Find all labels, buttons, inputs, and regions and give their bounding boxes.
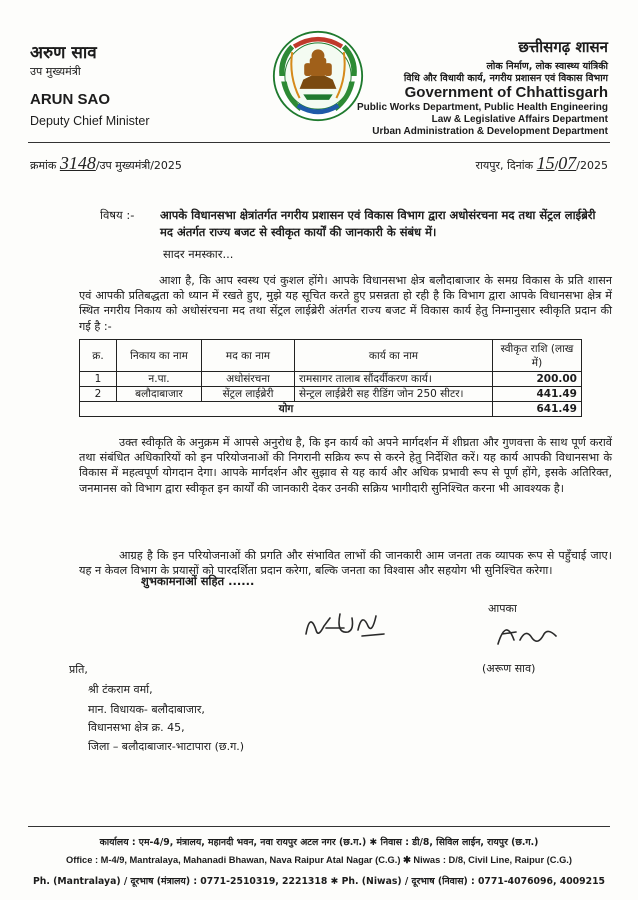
minister-post-hindi: उप मुख्यमंत्री (30, 65, 81, 78)
footer-divider (28, 826, 610, 827)
header-body-name: निकाय का नाम (117, 340, 202, 372)
header-head-name: मद का नाम (202, 340, 295, 372)
subject-text: आपके विधानसभा क्षेत्रांतर्गत नगरीय प्रशासन एवं विकास विभाग द्वारा अधोसंरचना मद तथा सेंट्रल लाईब्रेरी मद अंतर्गत राज्य बजट से स्वीकृत कार्यों की जानकारी के संबंध में। (160, 208, 596, 239)
signatory-name: (अरूण साव) (482, 662, 536, 675)
wishes-line: शुभकामनाओं सहित ...... (141, 574, 255, 588)
cell-head: अधोसंरचना (202, 372, 295, 387)
cell-amount: 200.00 (493, 372, 582, 387)
footer-address-hindi: कार्यालय : एम-4/9, मंत्रालय, महानदी भवन, नवा रायपुर अटल नगर (छ.ग.) ✱ निवास : डी/8, सिविल लाईन, रायपुर (छ.ग.) (99, 837, 539, 848)
departments-english-line-1: Public Works Department, Public Health Engineering (357, 102, 608, 113)
date-place-label: रायपुर, दिनांक (475, 159, 534, 172)
departments-hindi-line-2: विधि और विधायी कार्य, नगरीय प्रशासन एवं विकास विभाग (403, 73, 608, 84)
minister-post-english: Deputy Chief Minister (30, 114, 150, 128)
departments-hindi-line-1: लोक निर्माण, लोक स्वास्थ्य यांत्रिकी (486, 61, 608, 72)
subject-label: विषय :- (100, 208, 135, 222)
cell-work: सेन्ट्रल लाईब्रेरी सह रीडिंग जोन 250 सीटर। (295, 387, 493, 402)
salutation: सादर नमस्कार... (163, 247, 234, 261)
departments-english-line-3: Urban Administration & Development Department (372, 126, 608, 137)
minister-name-english: ARUN SAO (30, 91, 111, 108)
cell-amount: 441.49 (493, 387, 582, 402)
cell-body: न.पा. (117, 372, 202, 387)
header-divider (28, 142, 610, 143)
reference-suffix: /उप मुख्यमंत्री/2025 (95, 159, 182, 172)
recipient-line-2: मान. विधायक- बलौदाबाजार, (88, 703, 205, 716)
header-sno: क्र. (80, 340, 117, 372)
header-work-name: कार्य का नाम (295, 340, 493, 372)
handwritten-initials-signature (300, 604, 390, 648)
date-month: 07 (558, 153, 577, 173)
body-paragraph-2: उक्त स्वीकृति के अनुक्रम में आपसे अनुरोध है, कि इन कार्य को अपने मार्गदर्शन में शीघ्रता और गुणवत्ता के साथ पूर्ण करावें तथा संबंधित अधिकारियों को इन परियोजनाओं की निगरानी सक्रिय रूप से करने हेतु निर्देशित करें। यह कार्य आपकी विधानसभा के विकास में महत्वपूर्ण योगदान देगा। आपके मार्गदर्शन और सुझाव से यह कार्य और अधिक प्रभावी रूप से पूर्ण होंगे, इसके अतिरिक्त, जनमानस को विभाग द्वारा स्वीकृत इन कार्यों की जानकारी देकर उनकी सक्रिय भागीदारी सुनिश्चित करना भी आवश्यक है। (79, 436, 612, 495)
reference-label: क्रमांक (30, 159, 57, 172)
total-amount: 641.49 (493, 402, 582, 417)
cell-sno: 2 (80, 387, 117, 402)
footer-phone-numbers: Ph. (Mantralaya) / दूरभाष (मंत्रालय) : 0771-2510319, 2221318 ✱ Ph. (Niwas) / दूरभाष (निवास) : 0771-4076096, 4009215 (32, 876, 606, 887)
recipient-line-4: जिला – बलौदाबाजार-भाटापारा (छ.ग.) (88, 740, 245, 753)
table-row (80, 387, 582, 402)
body-paragraph-1: आशा है, कि आप स्वस्थ एवं कुशल होंगे। आपके विधानसभा क्षेत्र बलौदाबाजार के समग्र विकास के प्रति शासन एवं आपकी प्रतिबद्धता को ध्यान में रखते हुए, मुझे यह सूचित करते हुए प्रसन्नता हो रही है कि विभाग द्वारा आपके विधानसभा क्षेत्र में स्थित नगरीय निकाय को अधोसंरचना मद तथा सेंट्रल लाईब्रेरी अंतर्गत राज्य बजट में विकास कार्य हेतु निम्नानुसार स्वीकृति प्रदान की गई है :- (79, 274, 612, 333)
cell-sno: 1 (80, 372, 117, 387)
closing-yours: आपका (488, 602, 517, 615)
header-amount: स्वीकृत राशि (लाख में) (493, 340, 582, 372)
table-total-row (80, 402, 582, 417)
reference-number-value: 3148 (59, 153, 96, 173)
cell-work: रामसागर तालाब सौंदर्यीकरण कार्य। (295, 372, 493, 387)
recipient-line-3: विधानसभा क्षेत्र क्र. 45, (88, 721, 185, 734)
minister-name-hindi: अरुण साव (30, 43, 97, 63)
government-name-hindi: छत्तीसगढ़ शासन (518, 38, 608, 56)
date-year: 2025 (580, 159, 608, 172)
cell-body: बलौदाबाजार (117, 387, 202, 402)
body-paragraph-3: आग्रह है कि इन परियोजनाओं की प्रगति और संभावित लाभों की जानकारी आम जनता तक व्यापक रूप से पहुँचाई जाए। यह न केवल विभाग के प्रयासों को पारदर्शिता प्रदान करेगा, बल्कि जनता का विश्वास और सहयोग भी सुनिश्चित करेगा। (79, 549, 612, 578)
departments-english-line-2: Law & Legislative Affairs Department (431, 114, 608, 125)
total-label: योग (80, 402, 493, 417)
letter-date: रायपुर, दिनांक 15/07/2025 (475, 153, 608, 173)
reference-number (30, 153, 182, 174)
cell-head: सेंट्रल लाईब्रेरी (202, 387, 295, 402)
footer-address-english: Office : M-4/9, Mantralaya, Mahanadi Bhawan, Nava Raipur Atal Nagar (C.G.) ✱ Niwas : D/8, Civil Line, Raipur (C.G.) (66, 855, 572, 865)
sanction-table (79, 339, 582, 417)
handwritten-signature (492, 614, 562, 654)
recipient-to-label: प्रति, (69, 663, 88, 676)
chhattisgarh-emblem-logo (272, 30, 364, 122)
recipient-line-1: श्री टंकराम वर्मा, (88, 683, 153, 696)
date-day: 15 (536, 153, 555, 173)
table-row (80, 372, 582, 387)
government-name-english: Government of Chhattisgarh (404, 84, 608, 101)
table-header-row (80, 340, 582, 372)
